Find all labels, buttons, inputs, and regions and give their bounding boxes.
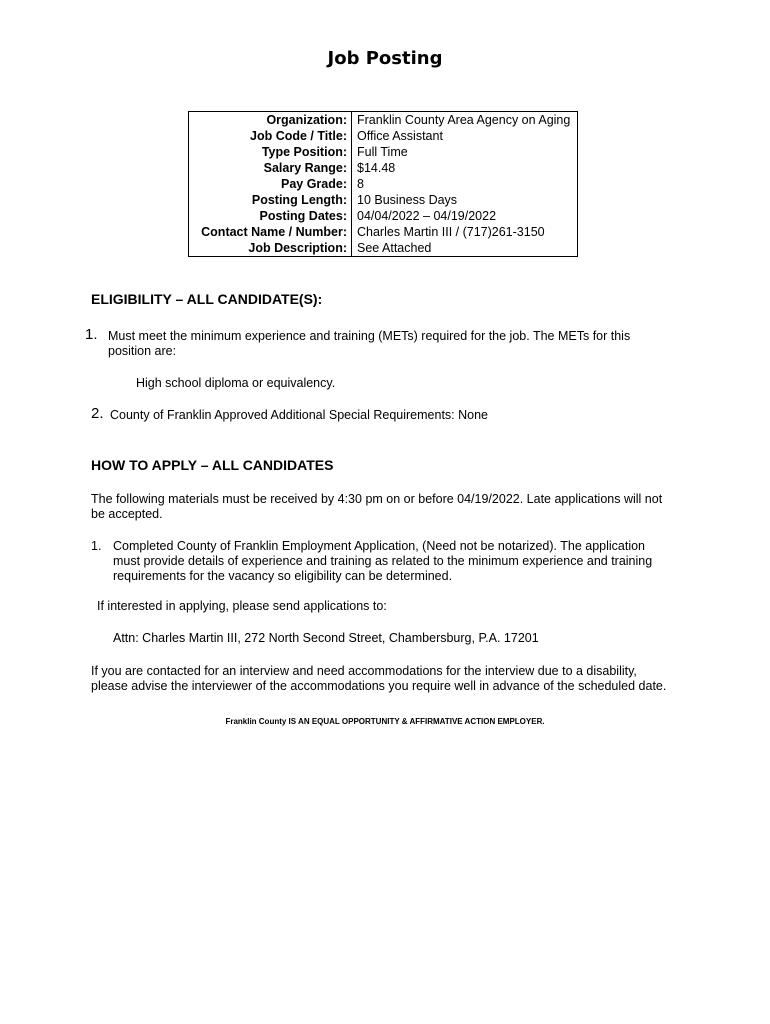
eligibility-item-1-detail: High school diploma or equivalency. [136, 376, 336, 390]
info-table-row [189, 160, 578, 176]
info-table-row [189, 128, 578, 144]
info-table-label: Pay Grade: [189, 176, 352, 192]
equal-opportunity-statement: Franklin County IS AN EQUAL OPPORTUNITY & AFFIRMATIVE ACTION EMPLOYER. [225, 717, 545, 726]
info-table-row [189, 112, 578, 129]
page-title: Job Posting [327, 48, 443, 69]
how-to-apply-item-1-line-3: requirements for the vacancy so eligibility can be determined. [113, 569, 453, 583]
info-table-value: Full Time [352, 144, 578, 160]
info-table-value: 04/04/2022 – 04/19/2022 [352, 208, 578, 224]
send-applications-text: If interested in applying, please send applications to: [97, 599, 387, 613]
info-table-row [189, 144, 578, 160]
info-table-value: $14.48 [352, 160, 578, 176]
how-to-apply-item-1-number: 1. [91, 539, 102, 553]
info-table-row [189, 224, 578, 240]
info-table-value: 8 [352, 176, 578, 192]
how-to-apply-heading: HOW TO APPLY – ALL CANDIDATES [91, 457, 334, 473]
info-table-value: Franklin County Area Agency on Aging [352, 112, 578, 129]
info-table-row [189, 176, 578, 192]
info-table-label: Job Description: [189, 240, 352, 257]
info-table-value: 10 Business Days [352, 192, 578, 208]
info-table-label: Contact Name / Number: [189, 224, 352, 240]
how-to-apply-intro-line-1: The following materials must be received by 4:30 pm on or before 04/19/2022. Late applications will not [91, 492, 663, 506]
info-table-label: Job Code / Title: [189, 128, 352, 144]
how-to-apply-item-1-line-2: must provide details of experience and training as related to the minimum experience and training [113, 554, 653, 568]
info-table-row [189, 240, 578, 257]
eligibility-item-2-text: County of Franklin Approved Additional Special Requirements: None [110, 408, 488, 422]
how-to-apply-intro-line-2: be accepted. [91, 507, 163, 521]
eligibility-item-1-number: 1. [85, 326, 98, 343]
mailing-address: Attn: Charles Martin III, 272 North Second Street, Chambersburg, P.A. 17201 [113, 631, 539, 645]
eligibility-item-1-line-1: Must meet the minimum experience and training (METs) required for the job. The METs for this [108, 329, 631, 343]
how-to-apply-item-1-line-1: Completed County of Franklin Employment Application, (Need not be notarized). The application [113, 539, 646, 553]
job-info-table [188, 111, 578, 257]
info-table-value: Charles Martin III / (717)261-3150 [352, 224, 578, 240]
eligibility-heading: ELIGIBILITY – ALL CANDIDATE(S): [91, 291, 323, 307]
info-table-label: Salary Range: [189, 160, 352, 176]
info-table-label: Posting Dates: [189, 208, 352, 224]
info-table-row [189, 192, 578, 208]
info-table-label: Posting Length: [189, 192, 352, 208]
accommodation-line-2: please advise the interviewer of the accommodations you require well in advance of the scheduled date. [91, 679, 667, 693]
eligibility-item-2-number: 2. [91, 405, 104, 422]
info-table-value: See Attached [352, 240, 578, 257]
info-table-label: Organization: [189, 112, 352, 129]
accommodation-line-1: If you are contacted for an interview and need accommodations for the interview due to a disability, [91, 664, 637, 678]
info-table-label: Type Position: [189, 144, 352, 160]
eligibility-item-1-line-2: position are: [108, 344, 177, 358]
info-table-value: Office Assistant [352, 128, 578, 144]
info-table-row [189, 208, 578, 224]
